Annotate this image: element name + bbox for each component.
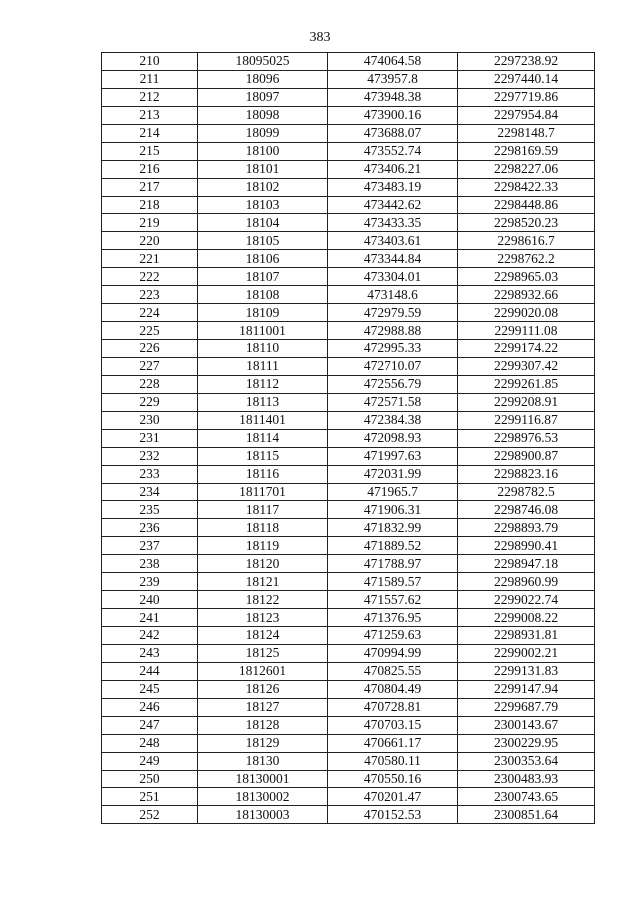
- table-row: [102, 196, 595, 214]
- row-number-cell: 218: [102, 196, 198, 214]
- table-row: [102, 788, 595, 806]
- y-coordinate-cell: 2300483.93: [458, 770, 595, 788]
- point-id-cell: 18099: [198, 124, 328, 142]
- table-row: [102, 447, 595, 465]
- row-number-cell: 210: [102, 53, 198, 71]
- page-number: 383: [309, 30, 331, 45]
- table-row: [102, 232, 595, 250]
- x-coordinate-cell: 471788.97: [328, 555, 458, 573]
- row-number-cell: 246: [102, 698, 198, 716]
- x-coordinate-cell: 473406.21: [328, 160, 458, 178]
- table-row: [102, 268, 595, 286]
- table-row: [102, 573, 595, 591]
- y-coordinate-cell: 2298169.59: [458, 142, 595, 160]
- table-row: [102, 734, 595, 752]
- x-coordinate-cell: 470550.16: [328, 770, 458, 788]
- y-coordinate-cell: 2299002.21: [458, 644, 595, 662]
- row-number-cell: 243: [102, 644, 198, 662]
- x-coordinate-cell: 470580.11: [328, 752, 458, 770]
- point-id-cell: 18113: [198, 393, 328, 411]
- point-id-cell: 18106: [198, 250, 328, 268]
- row-number-cell: 221: [102, 250, 198, 268]
- point-id-cell: 18103: [198, 196, 328, 214]
- table-row: [102, 322, 595, 340]
- point-id-cell: 18130: [198, 752, 328, 770]
- row-number-cell: 231: [102, 429, 198, 447]
- table-row: [102, 53, 595, 71]
- point-id-cell: 18127: [198, 698, 328, 716]
- table-row: [102, 752, 595, 770]
- table-row: [102, 680, 595, 698]
- y-coordinate-cell: 2299208.91: [458, 393, 595, 411]
- y-coordinate-cell: 2298990.41: [458, 537, 595, 555]
- point-id-cell: 18105: [198, 232, 328, 250]
- row-number-cell: 242: [102, 627, 198, 645]
- y-coordinate-cell: 2298960.99: [458, 573, 595, 591]
- point-id-cell: 18117: [198, 501, 328, 519]
- table-row: [102, 770, 595, 788]
- table-row: [102, 142, 595, 160]
- row-number-cell: 241: [102, 609, 198, 627]
- table-row: [102, 591, 595, 609]
- row-number-cell: 213: [102, 106, 198, 124]
- table-row: [102, 627, 595, 645]
- point-id-cell: 18112: [198, 375, 328, 393]
- x-coordinate-cell: 473433.35: [328, 214, 458, 232]
- table-row: [102, 393, 595, 411]
- point-id-cell: 18128: [198, 716, 328, 734]
- x-coordinate-cell: 470825.55: [328, 662, 458, 680]
- row-number-cell: 251: [102, 788, 198, 806]
- table-row: [102, 304, 595, 322]
- row-number-cell: 215: [102, 142, 198, 160]
- point-id-cell: 18100: [198, 142, 328, 160]
- row-number-cell: 248: [102, 734, 198, 752]
- y-coordinate-cell: 2298823.16: [458, 465, 595, 483]
- table-row: [102, 106, 595, 124]
- row-number-cell: 211: [102, 70, 198, 88]
- row-number-cell: 244: [102, 662, 198, 680]
- x-coordinate-cell: 471589.57: [328, 573, 458, 591]
- row-number-cell: 245: [102, 680, 198, 698]
- x-coordinate-cell: 471906.31: [328, 501, 458, 519]
- point-id-cell: 18107: [198, 268, 328, 286]
- row-number-cell: 237: [102, 537, 198, 555]
- y-coordinate-cell: 2299131.83: [458, 662, 595, 680]
- x-coordinate-cell: 472556.79: [328, 375, 458, 393]
- y-coordinate-cell: 2299687.79: [458, 698, 595, 716]
- point-id-cell: 18115: [198, 447, 328, 465]
- row-number-cell: 250: [102, 770, 198, 788]
- table-row: [102, 609, 595, 627]
- x-coordinate-cell: 470152.53: [328, 806, 458, 824]
- table-row: [102, 662, 595, 680]
- table-row: [102, 375, 595, 393]
- table-row: [102, 806, 595, 824]
- y-coordinate-cell: 2298900.87: [458, 447, 595, 465]
- y-coordinate-cell: 2298227.06: [458, 160, 595, 178]
- table-row: [102, 124, 595, 142]
- x-coordinate-cell: 472979.59: [328, 304, 458, 322]
- point-id-cell: 18109: [198, 304, 328, 322]
- y-coordinate-cell: 2298893.79: [458, 519, 595, 537]
- coordinates-table-body: [102, 53, 595, 824]
- row-number-cell: 222: [102, 268, 198, 286]
- table-row: [102, 465, 595, 483]
- point-id-cell: 1812601: [198, 662, 328, 680]
- row-number-cell: 223: [102, 286, 198, 304]
- table-row: [102, 501, 595, 519]
- table-row: [102, 483, 595, 501]
- x-coordinate-cell: 470661.17: [328, 734, 458, 752]
- x-coordinate-cell: 473948.38: [328, 88, 458, 106]
- x-coordinate-cell: 473304.01: [328, 268, 458, 286]
- y-coordinate-cell: 2297719.86: [458, 88, 595, 106]
- x-coordinate-cell: 473957.8: [328, 70, 458, 88]
- point-id-cell: 18121: [198, 573, 328, 591]
- point-id-cell: 18129: [198, 734, 328, 752]
- x-coordinate-cell: 472988.88: [328, 322, 458, 340]
- y-coordinate-cell: 2298746.08: [458, 501, 595, 519]
- table-row: [102, 716, 595, 734]
- x-coordinate-cell: 471997.63: [328, 447, 458, 465]
- point-id-cell: 18102: [198, 178, 328, 196]
- x-coordinate-cell: 473148.6: [328, 286, 458, 304]
- row-number-cell: 236: [102, 519, 198, 537]
- x-coordinate-cell: 473552.74: [328, 142, 458, 160]
- x-coordinate-cell: 473688.07: [328, 124, 458, 142]
- point-id-cell: 18126: [198, 680, 328, 698]
- y-coordinate-cell: 2297954.84: [458, 106, 595, 124]
- table-row: [102, 286, 595, 304]
- y-coordinate-cell: 2298976.53: [458, 429, 595, 447]
- row-number-cell: 239: [102, 573, 198, 591]
- y-coordinate-cell: 2299147.94: [458, 680, 595, 698]
- point-id-cell: 18130002: [198, 788, 328, 806]
- point-id-cell: 18114: [198, 429, 328, 447]
- row-number-cell: 226: [102, 340, 198, 358]
- y-coordinate-cell: 2299008.22: [458, 609, 595, 627]
- y-coordinate-cell: 2298932.66: [458, 286, 595, 304]
- y-coordinate-cell: 2299261.85: [458, 375, 595, 393]
- x-coordinate-cell: 470804.49: [328, 680, 458, 698]
- point-id-cell: 18095025: [198, 53, 328, 71]
- x-coordinate-cell: 473344.84: [328, 250, 458, 268]
- row-number-cell: 238: [102, 555, 198, 573]
- row-number-cell: 214: [102, 124, 198, 142]
- y-coordinate-cell: 2299116.87: [458, 411, 595, 429]
- x-coordinate-cell: 473442.62: [328, 196, 458, 214]
- row-number-cell: 225: [102, 322, 198, 340]
- table-row: [102, 644, 595, 662]
- y-coordinate-cell: 2299020.08: [458, 304, 595, 322]
- y-coordinate-cell: 2298965.03: [458, 268, 595, 286]
- x-coordinate-cell: 471376.95: [328, 609, 458, 627]
- table-row: [102, 519, 595, 537]
- table-row: [102, 555, 595, 573]
- table-row: [102, 357, 595, 375]
- x-coordinate-cell: 472710.07: [328, 357, 458, 375]
- y-coordinate-cell: 2298782.5: [458, 483, 595, 501]
- table-row: [102, 250, 595, 268]
- y-coordinate-cell: 2300743.65: [458, 788, 595, 806]
- row-number-cell: 224: [102, 304, 198, 322]
- x-coordinate-cell: 472995.33: [328, 340, 458, 358]
- point-id-cell: 18111: [198, 357, 328, 375]
- x-coordinate-cell: 470994.99: [328, 644, 458, 662]
- point-id-cell: 18124: [198, 627, 328, 645]
- table-row: [102, 429, 595, 447]
- y-coordinate-cell: 2298616.7: [458, 232, 595, 250]
- y-coordinate-cell: 2300851.64: [458, 806, 595, 824]
- point-id-cell: 18125: [198, 644, 328, 662]
- point-id-cell: 18119: [198, 537, 328, 555]
- table-row: [102, 411, 595, 429]
- y-coordinate-cell: 2298947.18: [458, 555, 595, 573]
- point-id-cell: 18130001: [198, 770, 328, 788]
- y-coordinate-cell: 2300353.64: [458, 752, 595, 770]
- point-id-cell: 18118: [198, 519, 328, 537]
- y-coordinate-cell: 2300229.95: [458, 734, 595, 752]
- x-coordinate-cell: 474064.58: [328, 53, 458, 71]
- point-id-cell: 18123: [198, 609, 328, 627]
- x-coordinate-cell: 472384.38: [328, 411, 458, 429]
- y-coordinate-cell: 2299111.08: [458, 322, 595, 340]
- x-coordinate-cell: 473403.61: [328, 232, 458, 250]
- row-number-cell: 229: [102, 393, 198, 411]
- point-id-cell: 1811001: [198, 322, 328, 340]
- x-coordinate-cell: 471557.62: [328, 591, 458, 609]
- y-coordinate-cell: 2298148.7: [458, 124, 595, 142]
- y-coordinate-cell: 2298931.81: [458, 627, 595, 645]
- x-coordinate-cell: 470703.15: [328, 716, 458, 734]
- row-number-cell: 220: [102, 232, 198, 250]
- point-id-cell: 18110: [198, 340, 328, 358]
- x-coordinate-cell: 472031.99: [328, 465, 458, 483]
- point-id-cell: 18122: [198, 591, 328, 609]
- point-id-cell: 18098: [198, 106, 328, 124]
- table-row: [102, 340, 595, 358]
- row-number-cell: 240: [102, 591, 198, 609]
- point-id-cell: 18096: [198, 70, 328, 88]
- coordinates-table: [101, 52, 595, 824]
- table-row: [102, 70, 595, 88]
- point-id-cell: 1811701: [198, 483, 328, 501]
- table-row: [102, 178, 595, 196]
- row-number-cell: 216: [102, 160, 198, 178]
- point-id-cell: 18130003: [198, 806, 328, 824]
- table-row: [102, 160, 595, 178]
- row-number-cell: 227: [102, 357, 198, 375]
- x-coordinate-cell: 472098.93: [328, 429, 458, 447]
- y-coordinate-cell: 2298422.33: [458, 178, 595, 196]
- table-row: [102, 537, 595, 555]
- x-coordinate-cell: 473483.19: [328, 178, 458, 196]
- x-coordinate-cell: 471965.7: [328, 483, 458, 501]
- point-id-cell: 18101: [198, 160, 328, 178]
- y-coordinate-cell: 2298448.86: [458, 196, 595, 214]
- row-number-cell: 228: [102, 375, 198, 393]
- point-id-cell: 18116: [198, 465, 328, 483]
- row-number-cell: 235: [102, 501, 198, 519]
- x-coordinate-cell: 472571.58: [328, 393, 458, 411]
- point-id-cell: 18108: [198, 286, 328, 304]
- point-id-cell: 1811401: [198, 411, 328, 429]
- row-number-cell: 233: [102, 465, 198, 483]
- x-coordinate-cell: 470728.81: [328, 698, 458, 716]
- x-coordinate-cell: 471889.52: [328, 537, 458, 555]
- row-number-cell: 247: [102, 716, 198, 734]
- row-number-cell: 234: [102, 483, 198, 501]
- row-number-cell: 230: [102, 411, 198, 429]
- y-coordinate-cell: 2298762.2: [458, 250, 595, 268]
- row-number-cell: 249: [102, 752, 198, 770]
- point-id-cell: 18097: [198, 88, 328, 106]
- x-coordinate-cell: 470201.47: [328, 788, 458, 806]
- x-coordinate-cell: 473900.16: [328, 106, 458, 124]
- x-coordinate-cell: 471832.99: [328, 519, 458, 537]
- y-coordinate-cell: 2299307.42: [458, 357, 595, 375]
- point-id-cell: 18104: [198, 214, 328, 232]
- y-coordinate-cell: 2299174.22: [458, 340, 595, 358]
- y-coordinate-cell: 2300143.67: [458, 716, 595, 734]
- point-id-cell: 18120: [198, 555, 328, 573]
- row-number-cell: 252: [102, 806, 198, 824]
- row-number-cell: 217: [102, 178, 198, 196]
- y-coordinate-cell: 2298520.23: [458, 214, 595, 232]
- row-number-cell: 219: [102, 214, 198, 232]
- y-coordinate-cell: 2297238.92: [458, 53, 595, 71]
- y-coordinate-cell: 2299022.74: [458, 591, 595, 609]
- row-number-cell: 232: [102, 447, 198, 465]
- row-number-cell: 212: [102, 88, 198, 106]
- x-coordinate-cell: 471259.63: [328, 627, 458, 645]
- table-row: [102, 698, 595, 716]
- y-coordinate-cell: 2297440.14: [458, 70, 595, 88]
- table-row: [102, 214, 595, 232]
- table-row: [102, 88, 595, 106]
